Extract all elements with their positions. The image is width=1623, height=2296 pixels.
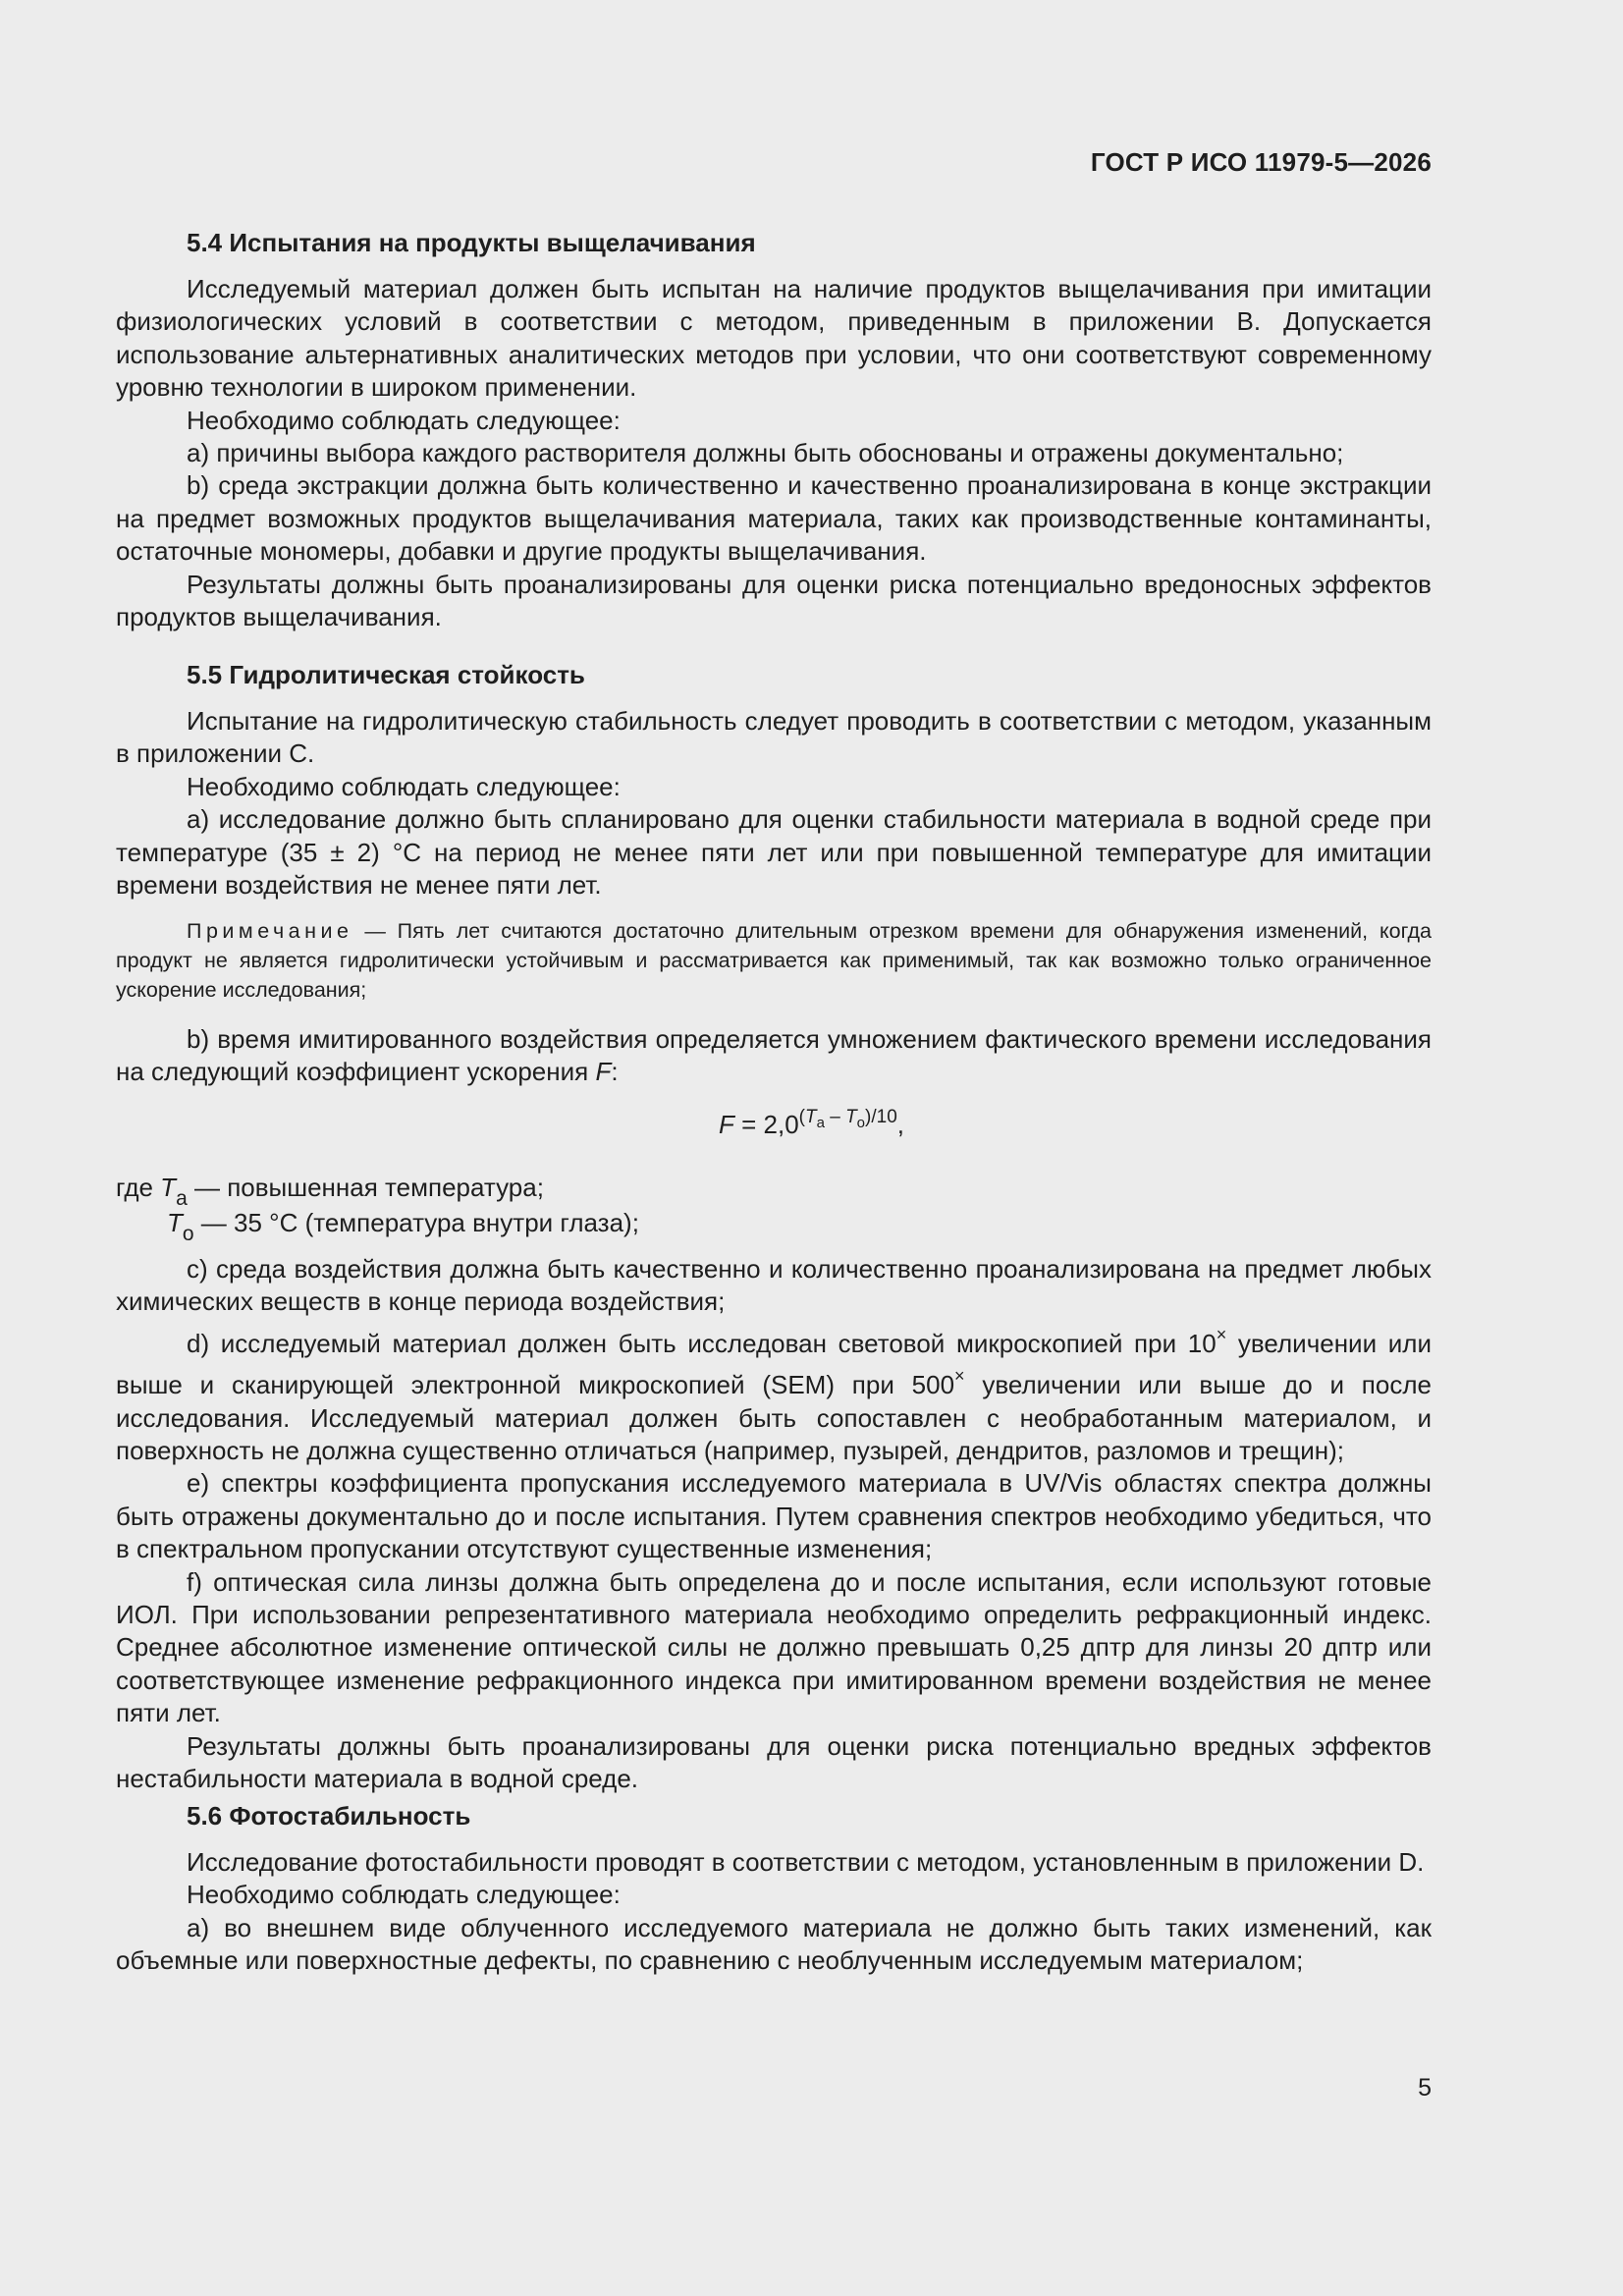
paragraph: Исследуемый материал должен быть испытан на наличие продуктов выщелачивания при имитации физиологических условий в соответствии с методом, приведенным в приложении В. Допускается использование альтернативных аналитических методов при условии, что они соответствуют современному уровню технологии в широком применении. <box>116 274 1432 403</box>
paragraph: Необходимо соблюдать следующее: <box>187 771 621 801</box>
paragraph: Исследование фотостабильности проводят в соответствии с методом, установленным в приложении D. <box>187 1847 1425 1877</box>
variable-subscript: a <box>176 1187 188 1210</box>
section-5-6-body <box>116 1846 1432 1978</box>
list-item: а) исследование должно быть спланировано для оценки стабильности материала в водной среде при температуре (35 ± 2) °С на период не менее пяти лет или при повышенной температуре для имитации времени воздействия не менее пяти лет. <box>116 804 1432 901</box>
list-item-b <box>116 1023 1432 1089</box>
note-label: Примечание <box>187 919 353 943</box>
page-number: 5 <box>1418 2074 1432 2102</box>
exp-close: )/10 <box>865 1107 897 1127</box>
section-5-5-title: 5.5 Гидролитическая стойкость <box>187 660 585 689</box>
formula-base: = 2,0 <box>733 1110 799 1139</box>
list-item: а) во внешнем виде облученного исследуемого материала не должно быть таких изменений, как объемные или поверхностные дефекты, по сравнению с необлученным исследуемым материалом; <box>116 1912 1432 1976</box>
paragraph: Результаты должны быть проанализированы для оценки риска потенциально вредоносных эффектов продуктов выщелачивания. <box>116 569 1432 632</box>
note-paragraph <box>116 916 1432 1005</box>
exp-open: ( <box>798 1107 805 1127</box>
exp-sub-o: o <box>856 1114 866 1131</box>
exp-var-to: T <box>845 1107 857 1127</box>
where-definition: — 35 °С (температура внутри глаза); <box>193 1208 639 1237</box>
section-5-6-title: 5.6 Фотостабильность <box>187 1801 471 1831</box>
exp-minus: – <box>824 1107 846 1127</box>
list-item: f) оптическая сила линзы должна быть определена до и после испытания, если используют готовые ИОЛ. При использовании репрезентативного материала необходимо определить рефракционный индекс. Среднее абсолютное изменение оптической силы не должно превышать 0,25 дптр для линзы 20 дптр или соответствующее изменение рефракционного индекса при имитированном времени воздействия не менее пяти лет. <box>116 1566 1432 1728</box>
acceleration-formula <box>0 1107 1623 1140</box>
variable-subscript: o <box>182 1223 194 1245</box>
list-item <box>116 1023 1432 1089</box>
section-5-4-title: 5.4 Испытания на продукты выщелачивания <box>187 228 756 257</box>
variable: T <box>167 1208 183 1237</box>
magnification-sign: × <box>1216 1324 1227 1344</box>
paragraph: Необходимо соблюдать следующее: <box>187 1880 621 1910</box>
list-item-text: b) время имитированного воздействия определяется умножением фактического времени исследования на следующий коэффициент ускорения <box>116 1024 1432 1087</box>
variable: F <box>595 1057 612 1087</box>
doc-code-header: ГОСТ Р ИСО 11979-5—2026 <box>1090 147 1432 177</box>
section-5-5-body-bottom <box>116 1253 1432 1796</box>
paragraph: Испытание на гидролитическую стабильность следует проводить в соответствии с методом, указанным в приложении С. <box>116 706 1432 769</box>
paragraph: Результаты должны быть проанализированы для оценки риска потенциально вредных эффектов нестабильности материала в водной среде. <box>116 1730 1432 1794</box>
note-block <box>116 916 1432 1005</box>
section-5-5-body-top <box>116 705 1432 902</box>
paragraph: Необходимо соблюдать следующее: <box>187 405 621 435</box>
magnification-sign: × <box>954 1366 965 1387</box>
variable: T <box>160 1173 177 1202</box>
note-text: — Пять лет считаются достаточно длительным отрезком времени для обнаружения изменений, когда продукт не является гидролитически устойчивым и рассматривается как применимый, так как возможно только ограниченное ускорение исследования; <box>116 919 1432 1002</box>
list-item-text: увеличении или выше и сканирующей электронной микроскопией (SEM) при 500 <box>116 1328 1432 1400</box>
punctuation: : <box>611 1057 619 1087</box>
list-item: е) спектры коэффициента пропускания исследуемого материала в UV/Vis областях спектра должны быть отражены документально до и после испытания. Путем сравнения спектров необходимо убедиться, что в спектральном пропускании отсутствуют существенные изменения; <box>116 1468 1432 1564</box>
exp-var-ta: T <box>804 1107 817 1127</box>
list-item-text: увеличении или выше до и после исследования. Исследуемый материал должен быть сопоставлен с необработанным материалом, и поверхность не должна существенно отличаться (например, пузырей, дендритов, разломов и трещин); <box>116 1370 1432 1466</box>
exp-sub-a: a <box>816 1114 825 1131</box>
where-word: где <box>116 1173 161 1202</box>
formula-exponent <box>798 1107 897 1131</box>
list-item: b) среда экстракции должна быть количественно и качественно проанализирована в конце экстракции на предмет возможных продуктов выщелачивания материала, таких как производственные контаминанты, остаточные мономеры, добавки и другие продукты выщелачивания. <box>116 470 1432 567</box>
formula-lhs: F <box>718 1110 734 1139</box>
where-definition: — повышенная температура; <box>187 1173 544 1202</box>
list-item: а) причины выбора каждого растворителя должны быть обоснованы и отражены документально; <box>187 438 1344 468</box>
list-item-text: d) исследуемый материал должен быть исследован световой микроскопией при 10 <box>187 1328 1217 1358</box>
where-line-2 <box>167 1207 639 1250</box>
section-5-4-body <box>116 273 1432 633</box>
formula-comma: , <box>896 1110 904 1139</box>
list-item: с) среда воздействия должна быть качественно и количественно проанализирована на предмет любых химических веществ в конце периода воздействия; <box>116 1254 1432 1317</box>
list-item <box>116 1319 1432 1468</box>
